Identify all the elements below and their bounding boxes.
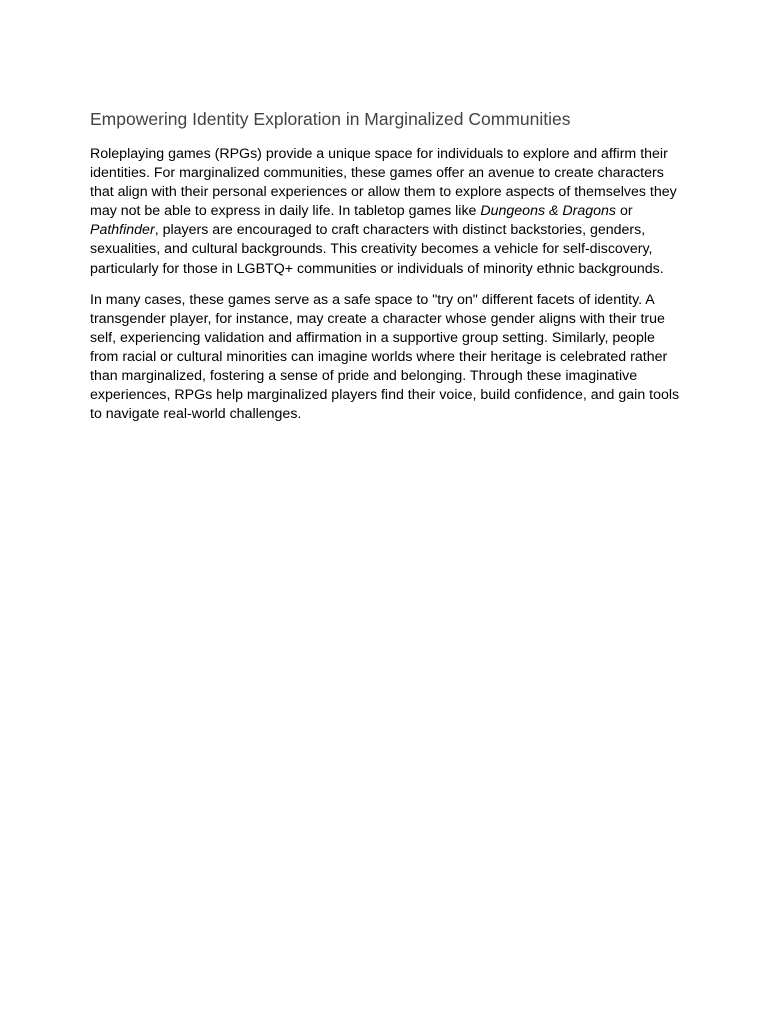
game-title-pathfinder: Pathfinder bbox=[90, 222, 155, 239]
paragraph-1-text-start: Roleplaying games (RPGs) provide a unique space for individuals to explore and affirm their identities. For marginalized communities, these games offer an avenue to create characters that align with their personal experiences or allow them to explore aspects of themselves they may not be able to express in daily life. In tabletop games like bbox=[90, 146, 677, 220]
paragraph-1 bbox=[90, 145, 682, 279]
paragraph-2: In many cases, these games serve as a safe space to "try on" different facets of identity. A transgender player, for instance, may create a character whose gender aligns with their true self, experiencing validation and affirmation in a supportive group setting. Similarly, people from racial or cultural minorities can imagine worlds where their heritage is celebrated rather than marginalized, fostering a sense of pride and belonging. Through these imaginative experiences, RPGs help marginalized players find their voice, build confidence, and gain tools to navigate real-world challenges. bbox=[90, 291, 680, 423]
document-content bbox=[90, 107, 682, 436]
paragraph-1-connector: or bbox=[616, 203, 633, 220]
document-title: Empowering Identity Exploration in Marginalized Communities bbox=[90, 109, 571, 129]
paragraph-1-text-end: , players are encouraged to craft characters with distinct backstories, genders, sexualities, and cultural backgrounds. This creativity becomes a vehicle for self-discovery, particularly for those in LGBTQ+ communities or individuals of minority ethnic backgrounds. bbox=[90, 222, 664, 277]
game-title-dungeons-and-dragons: Dungeons & Dragons bbox=[480, 203, 617, 220]
